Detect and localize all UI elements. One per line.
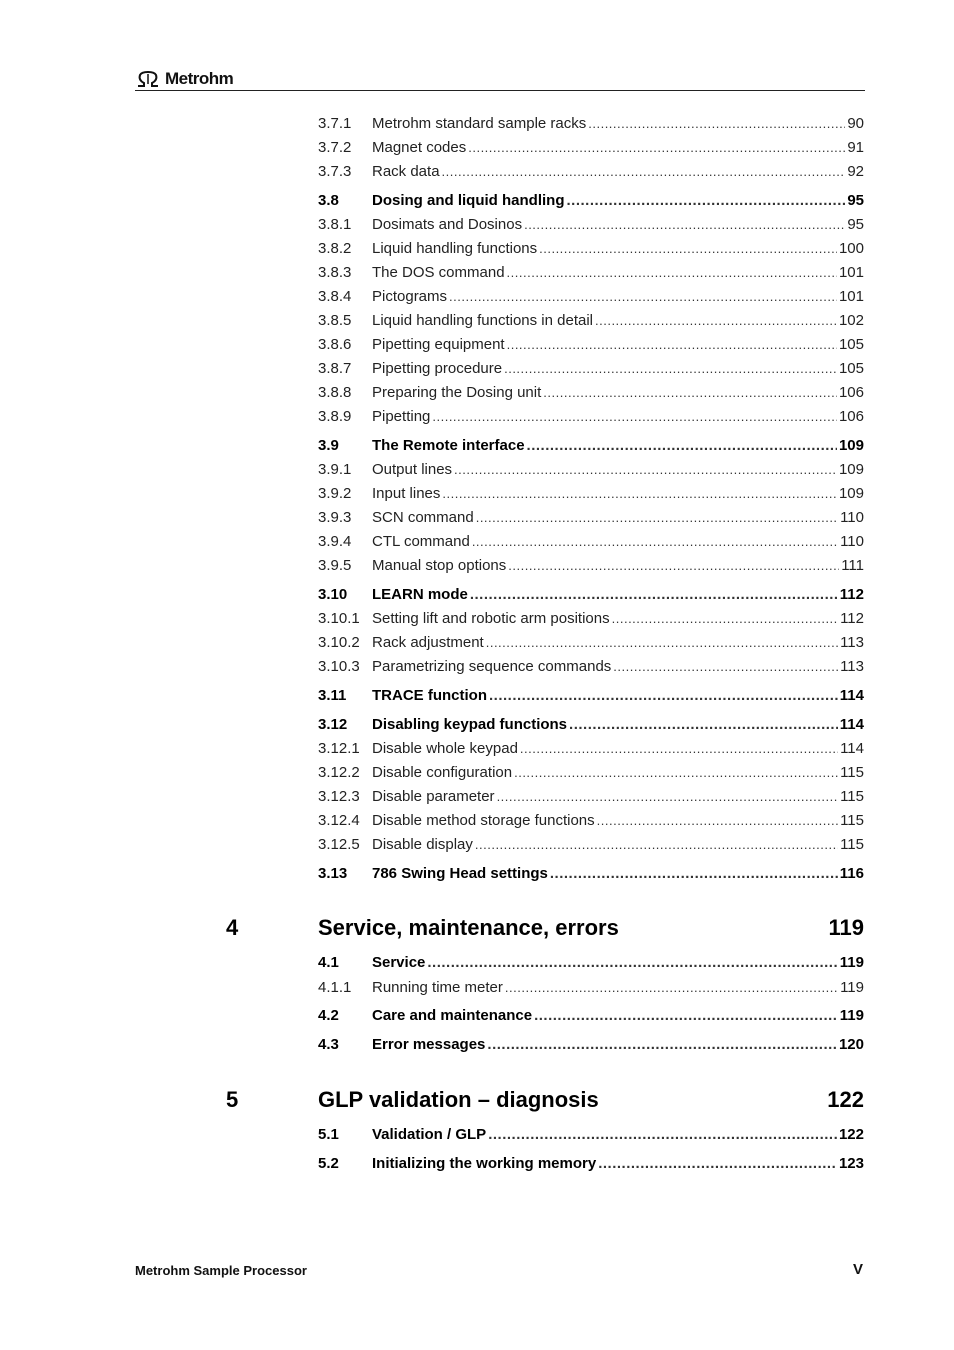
toc-entry-title: Disabling keypad functions [372,716,568,733]
toc-entry-page: 106 [838,408,864,425]
toc-entry-title: Running time meter [372,979,503,996]
toc-entry[interactable] [318,383,864,403]
dot-leader [524,215,845,235]
toc-entry[interactable] [318,263,864,283]
toc-entry[interactable] [318,407,864,427]
toc-entry-title: Liquid handling functions [372,240,538,257]
toc-entry-number: 3.8.8 [318,384,352,401]
toc-entry-number: 3.12.3 [318,788,360,805]
toc-entry-number: 3.8.2 [318,240,352,257]
toc-entry[interactable] [318,633,864,653]
dot-leader [613,657,838,677]
dot-leader [487,1035,837,1055]
toc-entry-page: 119 [840,979,864,996]
toc-chapter[interactable] [226,1087,864,1117]
toc-entry-number: 3.8.1 [318,216,352,233]
toc-entry-number: 4.1 [318,954,339,971]
toc-entry-title: 786 Swing Head settings [372,865,548,882]
chapter-number: 5 [226,1087,239,1112]
toc-entry[interactable] [318,657,864,677]
logo-text: Metrohm [165,69,234,88]
dot-leader [489,686,838,706]
chapter-page: 122 [827,1087,864,1112]
toc-entry[interactable] [318,215,864,235]
toc-entry-title: CTL command [372,533,470,550]
dot-leader [427,953,837,973]
toc-entry-number: 3.8 [318,192,339,209]
toc-entry-title: TRACE function [372,687,487,704]
header-rule [135,90,865,91]
toc-entry-page: 119 [839,1007,864,1024]
toc-entry-page: 112 [839,586,864,603]
dot-leader [505,978,838,998]
toc-entry-number: 3.10.2 [318,634,360,651]
toc-entry-number: 3.9.1 [318,461,352,478]
toc-entry-title: Magnet codes [372,139,467,156]
toc-entry-title: Metrohm standard sample racks [372,115,587,132]
toc-entry-number: 3.9.5 [318,557,352,574]
dot-leader [514,763,838,783]
dot-leader [476,508,838,528]
dot-leader [507,335,837,355]
toc-entry[interactable] [318,359,864,379]
toc-entry-title: Disable display [372,836,473,853]
dot-leader [588,114,845,134]
toc-entry-number: 3.8.5 [318,312,352,329]
dot-leader [468,138,845,158]
toc-entry-title: Disable whole keypad [372,740,518,757]
toc-entry[interactable] [318,138,864,158]
dot-leader [598,1154,837,1174]
toc-entry-number: 5.2 [318,1155,339,1172]
toc-entry-page: 114 [839,716,864,733]
toc-entry-number: 3.12.1 [318,740,360,757]
toc-entry-title: Error messages [372,1036,486,1053]
toc-entry-number: 3.12.4 [318,812,360,829]
toc-entry[interactable] [318,239,864,259]
dot-leader [612,609,838,629]
toc-entry[interactable] [318,1125,864,1145]
chapter-page: 119 [828,915,864,940]
toc-entry-page: 112 [840,610,864,627]
toc-entry-number: 3.10 [318,586,348,603]
toc-entry[interactable] [318,508,864,528]
toc-entry-page: 110 [840,509,864,526]
toc-entry-number: 3.9.3 [318,509,352,526]
toc-entry-title: Dosing and liquid handling [372,192,565,209]
toc-entry[interactable] [318,311,864,331]
toc-entry-title: Setting lift and robotic arm positions [372,610,610,627]
toc-entry-number: 3.7.2 [318,139,352,156]
toc-entry-page: 90 [847,115,864,132]
toc-chapter[interactable] [226,915,864,945]
toc-entry-title: Pictograms [372,288,448,305]
toc-entry-page: 105 [838,360,864,377]
dot-leader [486,633,838,653]
dot-leader [454,460,837,480]
toc-entry-page: 122 [838,1126,864,1143]
toc-entry[interactable] [318,585,864,605]
toc-entry[interactable] [318,715,864,735]
toc-entry[interactable] [318,436,864,456]
toc-entry-page: 100 [838,240,864,257]
toc-entry-page: 115 [840,836,864,853]
toc-entry-number: 3.8.6 [318,336,352,353]
toc-entry-number: 3.10.1 [318,610,360,627]
toc-entry-title: Validation / GLP [372,1126,487,1143]
dot-leader [507,263,837,283]
toc-entry-title: Manual stop options [372,557,507,574]
dot-leader [508,556,839,576]
toc-entry-page: 95 [847,216,864,233]
toc-entry-title: Disable parameter [372,788,495,805]
omega-icon [135,70,161,88]
toc-entry[interactable] [318,484,864,504]
toc-entry-page: 123 [838,1155,864,1172]
toc-entry-number: 3.8.9 [318,408,352,425]
toc-entry-page: 120 [838,1036,864,1053]
toc-entry-number: 3.13 [318,865,348,882]
toc-entry-number: 3.12 [318,716,348,733]
toc-entry-title: Rack data [372,163,440,180]
toc-entry[interactable] [318,1006,864,1026]
toc-entry-title: SCN command [372,509,474,526]
toc-entry[interactable] [318,835,864,855]
toc-entry-title: Service [372,954,426,971]
toc-entry-number: 4.1.1 [318,979,352,996]
toc-entry-title: Input lines [372,485,441,502]
chapter-title: Service, maintenance, errors [318,915,619,940]
chapter-number: 4 [226,915,239,940]
toc-entry-number: 3.7.3 [318,163,352,180]
toc-entry[interactable] [318,811,864,831]
toc-entry-number: 3.8.4 [318,288,352,305]
toc-entry-title: Liquid handling functions in detail [372,312,593,329]
toc-entry[interactable] [318,287,864,307]
toc-entry-page: 106 [838,384,864,401]
toc-entry-number: 3.9.2 [318,485,352,502]
toc-entry[interactable] [318,1154,864,1174]
toc-entry-page: 95 [847,192,864,209]
toc-entry-title: Preparing the Dosing unit [372,384,542,401]
toc-entry[interactable] [318,162,864,182]
toc-entry-number: 4.2 [318,1007,339,1024]
toc-entry-title: Output lines [372,461,453,478]
dot-leader [550,864,838,884]
toc-entry-number: 3.9 [318,437,339,454]
toc-entry-title: Pipetting procedure [372,360,503,377]
toc-entry-page: 115 [840,788,864,805]
toc-entry-page: 114 [840,740,864,757]
toc-entry[interactable] [318,556,864,576]
toc-entry[interactable] [318,609,864,629]
dot-leader [497,787,839,807]
toc-entry-page: 115 [840,764,864,781]
footer-page-number: V [852,1261,863,1278]
toc-entry[interactable] [318,532,864,552]
toc-entry-page: 113 [840,634,864,651]
toc-entry-title: The DOS command [372,264,505,281]
dot-leader [442,162,846,182]
dot-leader [527,436,837,456]
toc-entry-page: 101 [838,264,864,281]
toc-entry-page: 110 [840,533,864,550]
dot-leader [595,311,837,331]
toc-entry-number: 3.12.2 [318,764,360,781]
toc-entry-page: 109 [838,437,864,454]
dot-leader [470,585,838,605]
toc-entry[interactable] [318,1035,864,1055]
toc-entry-title: Rack adjustment [372,634,484,651]
toc-entry-number: 3.8.3 [318,264,352,281]
chapter-title: GLP validation – diagnosis [318,1087,599,1112]
toc-entry-page: 105 [838,336,864,353]
toc-entry-page: 119 [839,954,864,971]
toc-entry-number: 3.12.5 [318,836,360,853]
toc-entry-page: 116 [839,865,864,882]
toc-entry-number: 4.3 [318,1036,339,1053]
toc-entry-number: 3.8.7 [318,360,352,377]
toc-entry-page: 92 [847,163,864,180]
toc-entry-page: 109 [838,485,864,502]
toc-entry-title: Parametrizing sequence commands [372,658,612,675]
toc-entry-number: 3.11 [318,687,347,704]
toc-entry-page: 113 [840,658,864,675]
toc-entry-number: 5.1 [318,1126,339,1143]
dot-leader [488,1125,837,1145]
toc-entry[interactable] [318,686,864,706]
toc-entry[interactable] [318,787,864,807]
toc-entry[interactable] [318,191,864,211]
toc-entry-number: 3.9.4 [318,533,352,550]
toc-entry-title: The Remote interface [372,437,525,454]
toc-entry-title: Pipetting [372,408,431,425]
dot-leader [442,484,837,504]
dot-leader [566,191,845,211]
toc-entry-page: 102 [838,312,864,329]
toc-entry-page: 111 [841,557,864,574]
toc-entry-page: 109 [838,461,864,478]
dot-leader [597,811,838,831]
toc-entry-title: Disable configuration [372,764,513,781]
toc-entry[interactable] [318,460,864,480]
toc-entry[interactable] [318,864,864,884]
toc-entry-title: Initializing the working memory [372,1155,597,1172]
toc-entry[interactable] [318,114,864,134]
dot-leader [543,383,837,403]
dot-leader [520,739,838,759]
toc-entry-title: Pipetting equipment [372,336,505,353]
toc-entry-title: Care and maintenance [372,1007,533,1024]
toc-entry[interactable] [318,739,864,759]
toc-entry[interactable] [318,953,864,973]
toc-entry-page: 114 [839,687,864,704]
metrohm-logo [135,68,233,90]
toc-entry-title: Dosimats and Dosinos [372,216,523,233]
toc-entry-title: LEARN mode [372,586,468,603]
toc-entry[interactable] [318,763,864,783]
toc-entry-number: 3.10.3 [318,658,360,675]
toc-entry-title: Disable method storage functions [372,812,595,829]
toc-entry[interactable] [318,978,864,998]
dot-leader [472,532,838,552]
dot-leader [504,359,837,379]
dot-leader [534,1006,838,1026]
dot-leader [569,715,838,735]
dot-leader [539,239,837,259]
dot-leader [449,287,837,307]
toc-entry-page: 115 [840,812,864,829]
dot-leader [475,835,838,855]
footer-doc-title: Metrohm Sample Processor [135,1263,307,1278]
toc-entry-page: 91 [847,139,864,156]
dot-leader [432,407,837,427]
toc-entry-number: 3.7.1 [318,115,352,132]
toc-entry[interactable] [318,335,864,355]
toc-entry-page: 101 [838,288,864,305]
